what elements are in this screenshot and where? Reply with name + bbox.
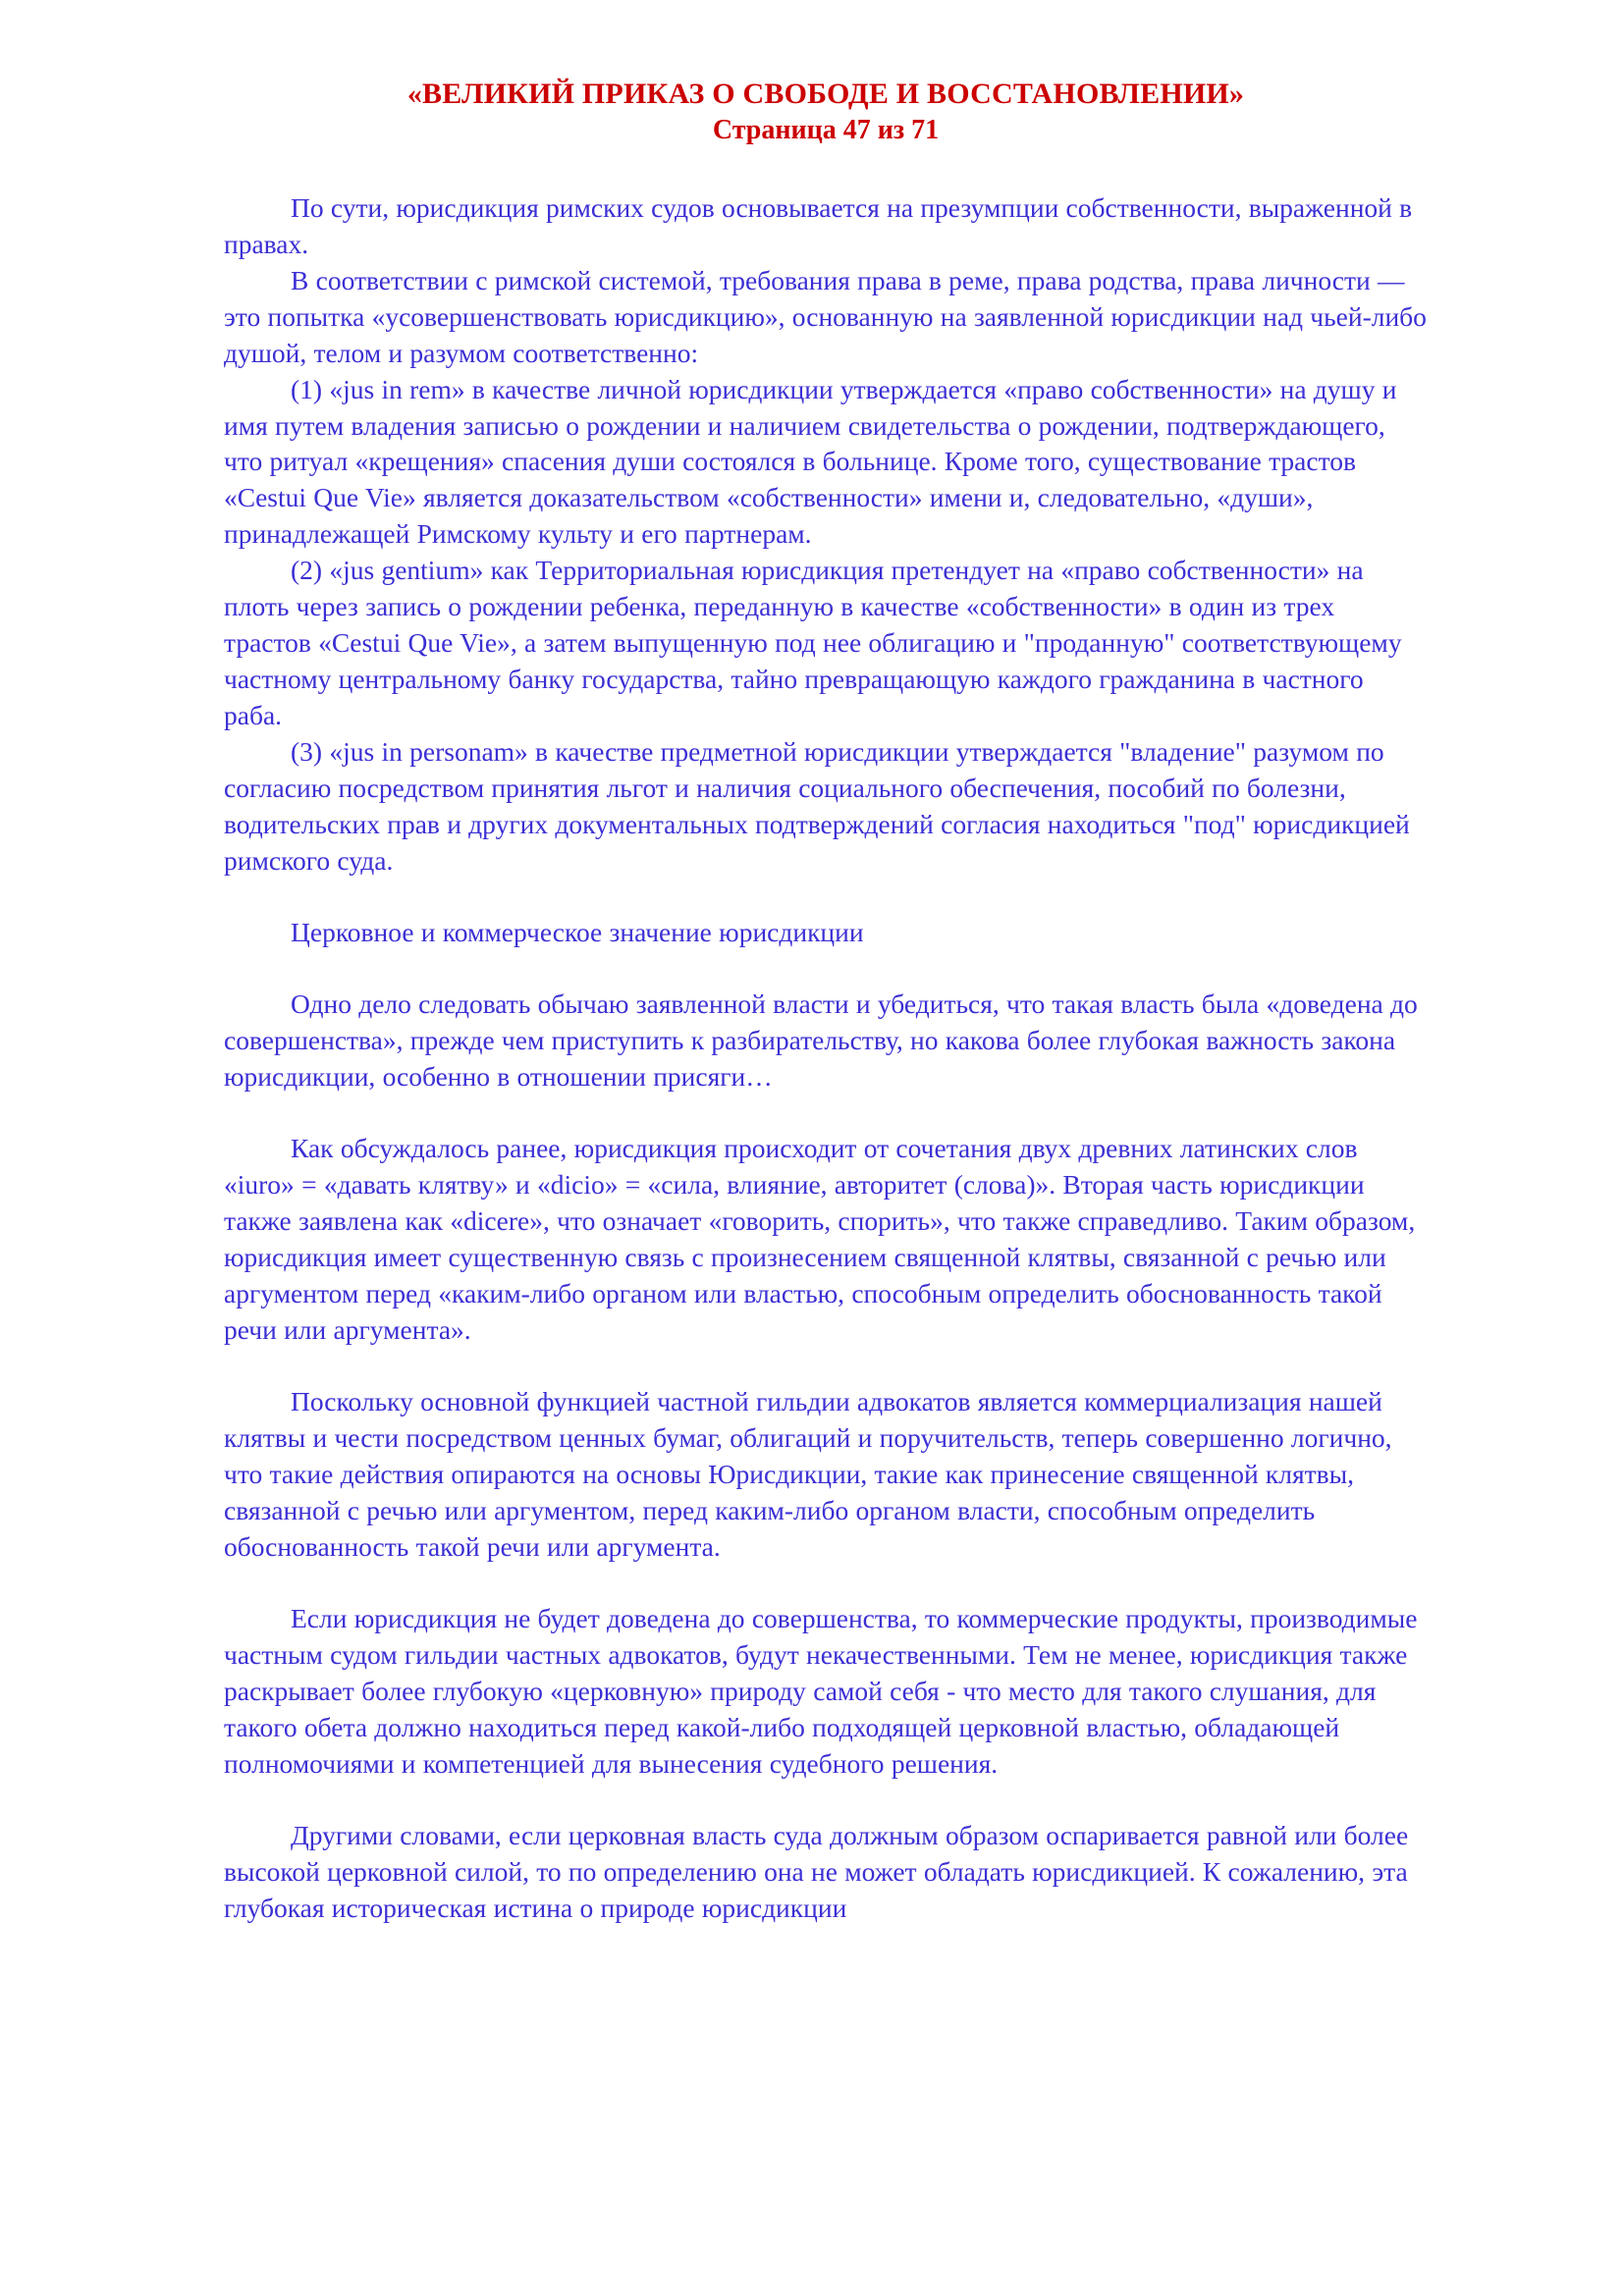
document-body xyxy=(224,190,1428,1927)
paragraph-2: В соответствии с римской системой, требования права в реме, права родства, права личности — это попытка «усовершенствовать юрисдикцию», основанную на заявленной юрисдикции над чьей-либо душой, телом и разумом соответственно: xyxy=(224,264,1427,368)
section-heading-church-commercial: Церковное и коммерческое значение юрисдикции xyxy=(291,917,864,948)
paragraph-11: Другими словами, если церковная власть суда должным образом оспаривается равной или более высокой церковной силой, то по определению она не может обладать юрисдикцией. К сожалению, эта глубокая историческая истина о природе юрисдикции xyxy=(224,1819,1409,1923)
paragraph-5: (3) «jus in personam» в качестве предметной юрисдикции утверждается "владение" разумом по согласию посредством принятия льгот и наличия социального обеспечения, пособий по болезни, водительских прав и других документальных подтверждений согласия находиться "под" юрисдикцией римского суда. xyxy=(224,736,1410,877)
paragraph-9: Поскольку основной функцией частной гильдии адвокатов является коммерциализация нашей клятвы и чести посредством ценных бумаг, облигаций и поручительств, теперь совершенно логично, что такие действия опираются на основы Юрисдикции, такие как принесение священной клятвы, связанной с речью или аргументом, перед каким-либо органом власти, способным определить обоснованность такой речи или аргумента. xyxy=(224,1386,1392,1563)
paragraph-10: Если юрисдикция не будет доведена до совершенства, то коммерческие продукты, производимые частным судом гильдии частных адвокатов, будут некачественными. Тем не менее, юрисдикция также раскрывает более глубокую «церковную» природу самой себя - что место для такого слушания, для такого обета должно находиться перед какой-либо подходящей церковной властью, обладающей полномочиями и компетенцией для вынесения судебного решения. xyxy=(224,1603,1418,1779)
paragraph-1: По сути, юрисдикция римских судов основывается на презумпции собственности, выраженной в правах. xyxy=(224,191,1413,259)
paragraph-4: (2) «jus gentium» как Территориальная юрисдикция претендует на «право собственности» на плоть через запись о рождении ребенка, переданную в качестве «собственности» в один из трех трастов «Cestui Que Vie», а затем выпущенную под нее облигацию и "проданную" соответствующему частному центральному банку государства, тайно превращающую каждого гражданина в частного раба. xyxy=(224,555,1402,731)
paragraph-7: Одно дело следовать обычаю заявленной власти и убедиться, что такая власть была «доведена до совершенства», прежде чем приступить к разбирательству, но какова более глубокая важность закона юрисдикции, особенно в отношении присяги… xyxy=(224,988,1418,1093)
page-title: «ВЕЛИКИЙ ПРИКАЗ О СВОБОДЕ И ВОССТАНОВЛЕНИИ» xyxy=(406,78,1245,110)
page-number-label: Страница 47 из 71 xyxy=(712,114,940,145)
paragraph-3: (1) «jus in rem» в качестве личной юрисдикции утверждается «право собственности» на душу и имя путем владения записью о рождении и наличием свидетельства о рождении, подтверждающего, что ритуал «крещения» спасения души состоялся в больнице. Кроме того, существование трастов «Cestui Que Vie» является доказательством «собственности» имени и, следовательно, «души», принадлежащей Римскому культу и его партнерам. xyxy=(224,373,1397,550)
paragraph-8: Как обсуждалось ранее, юрисдикция происходит от сочетания двух древних латинских слов «iuro» = «давать клятву» и «dicio» = «сила, влияние, авторитет (слова)». Вторая часть юрисдикции также заявлена как «dicere», что означает «говорить, спорить», что также справедливо. Таким образом, юрисдикция имеет существенную связь с произнесением священной клятвы, связанной с речью или аргументом перед «каким-либо органом или властью, способным определить обоснованность такой речи или аргумента». xyxy=(224,1133,1416,1346)
